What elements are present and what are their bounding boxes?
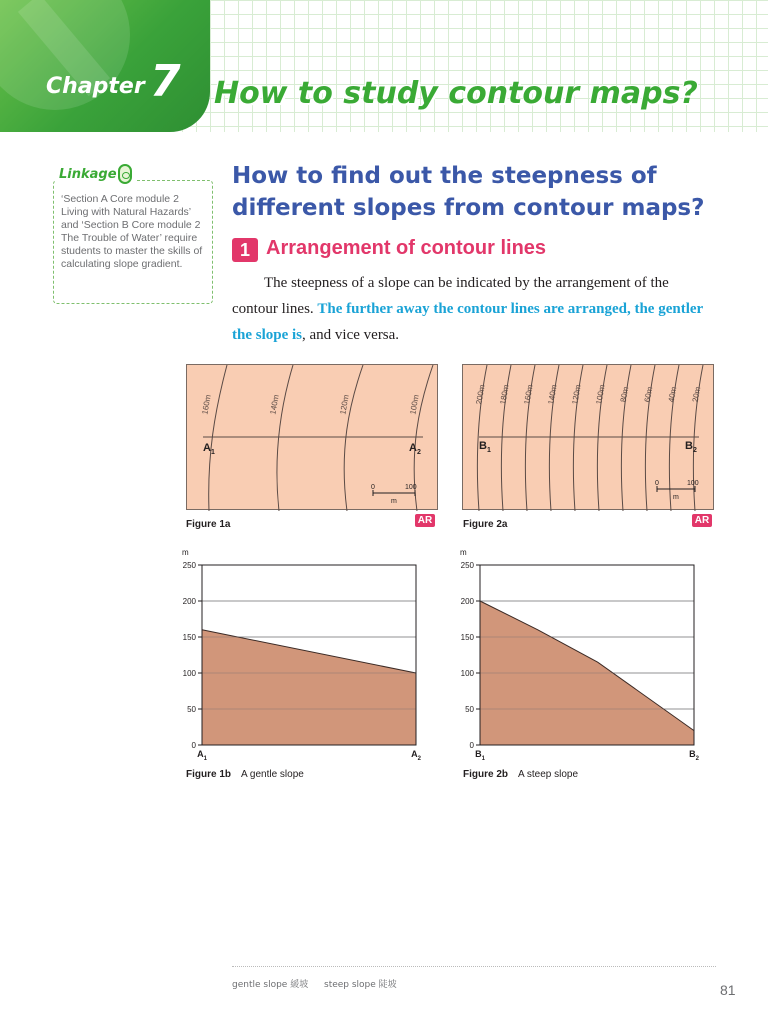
- y-tick-label: 250: [182, 561, 196, 570]
- contour-label: 100m: [594, 383, 607, 406]
- y-tick-label: 50: [465, 705, 474, 714]
- contour-label: 120m: [338, 393, 351, 416]
- contour-line: [414, 365, 433, 511]
- footer-divider: [232, 966, 716, 967]
- linkage-header: [56, 164, 135, 184]
- point-b1: $B_1$: [479, 440, 491, 454]
- page-number: 81: [720, 982, 736, 998]
- figure-1a-map: [186, 364, 438, 510]
- figure-1b-chart: [172, 545, 422, 761]
- y-tick-label: 200: [460, 597, 474, 606]
- scale-unit: m: [391, 498, 397, 505]
- figure-2a-contours: [463, 365, 715, 511]
- chapter-title: How to study contour maps?: [214, 76, 698, 111]
- contour-label: 120m: [570, 383, 583, 406]
- figure-2b-label: Figure 2b: [463, 769, 509, 780]
- contour-label: 160m: [522, 383, 535, 406]
- contour-label: 140m: [546, 383, 559, 406]
- x-tick-label: $A_2$: [411, 749, 421, 761]
- subsection-title: Arrangement of contour lines: [266, 237, 547, 259]
- y-tick-label: 200: [182, 597, 196, 606]
- scale-unit: m: [673, 494, 679, 501]
- y-tick-label: 250: [460, 561, 474, 570]
- contour-label: 200m: [474, 383, 487, 406]
- contour-label: 180m: [498, 383, 511, 406]
- section-title: How to find out the steepness of different slopes from contour maps?: [232, 163, 705, 221]
- contour-label: 160m: [200, 393, 213, 416]
- chapter-number: 7: [150, 56, 181, 107]
- subsection-number: 1: [232, 238, 258, 262]
- linkage-box: [53, 180, 213, 304]
- figure-2a-map: [462, 364, 714, 510]
- glossary-gentle-slope: gentle slope 緩坡: [232, 980, 309, 990]
- figure-1a-label: Figure 1a: [186, 519, 231, 530]
- contour-line: [277, 365, 293, 511]
- link-icon: [118, 164, 132, 184]
- figure-2b-chart: [450, 545, 700, 761]
- chapter-word: Chapter: [46, 74, 145, 99]
- figure-1a-contours: [187, 365, 439, 511]
- y-axis-unit: m: [182, 548, 189, 557]
- scale-zero: 0: [655, 480, 659, 487]
- contour-label: 100m: [408, 393, 421, 416]
- figure-1b-caption: A gentle slope: [241, 769, 304, 780]
- para-text-after: , and vice versa.: [302, 327, 400, 343]
- contour-line: [209, 365, 227, 511]
- chapter-tab: [0, 0, 210, 132]
- point-a1: $A_1$: [203, 442, 215, 456]
- x-tick-label: $B_2$: [689, 749, 699, 761]
- y-axis-unit: m: [460, 548, 467, 557]
- scale-zero: 0: [371, 484, 375, 491]
- para-highlight: The further away the contour lines are arranged, the gentler the slope is: [232, 301, 703, 343]
- contour-line: [344, 365, 363, 511]
- x-tick-label: $B_1$: [475, 749, 485, 761]
- contour-label: 40m: [666, 386, 679, 404]
- x-tick-label: $A_1$: [197, 749, 207, 761]
- contour-label: 20m: [690, 386, 703, 404]
- para-text-before: The steepness of a slope can be indicated by the arrangement of the contour lines.: [232, 275, 669, 317]
- contour-label: 60m: [642, 386, 655, 404]
- linkage-text: ‘Section A Core module 2 Living with Natural Hazards’ and ‘Section B Core module 2 The Trouble of Water’ require students to master the skills of calculating slope gradient.: [61, 193, 203, 270]
- glossary-steep-slope: steep slope 陡坡: [324, 980, 397, 990]
- figure-2b-caption: A steep slope: [518, 769, 579, 780]
- contour-label: 140m: [268, 393, 281, 416]
- figure-2a-label: Figure 2a: [463, 519, 508, 530]
- y-tick-label: 150: [460, 633, 474, 642]
- ar-badge-2a[interactable]: AR: [692, 514, 712, 527]
- point-a2: $A_2$: [409, 442, 421, 456]
- y-tick-label: 0: [469, 741, 474, 750]
- y-tick-label: 100: [460, 669, 474, 678]
- linkage-label: Linkage: [59, 166, 117, 182]
- point-b2: $B_2$: [685, 440, 697, 454]
- body-paragraph: [232, 270, 714, 348]
- y-tick-label: 50: [187, 705, 196, 714]
- figure-1b-label: Figure 1b: [186, 769, 232, 780]
- scale-max: 100: [405, 484, 417, 491]
- y-tick-label: 150: [182, 633, 196, 642]
- y-tick-label: 0: [191, 741, 196, 750]
- slope-area: [202, 630, 416, 745]
- ar-badge-1a[interactable]: AR: [415, 514, 435, 527]
- contour-label: 80m: [618, 386, 631, 404]
- scale-max: 100: [687, 480, 699, 487]
- y-tick-label: 100: [182, 669, 196, 678]
